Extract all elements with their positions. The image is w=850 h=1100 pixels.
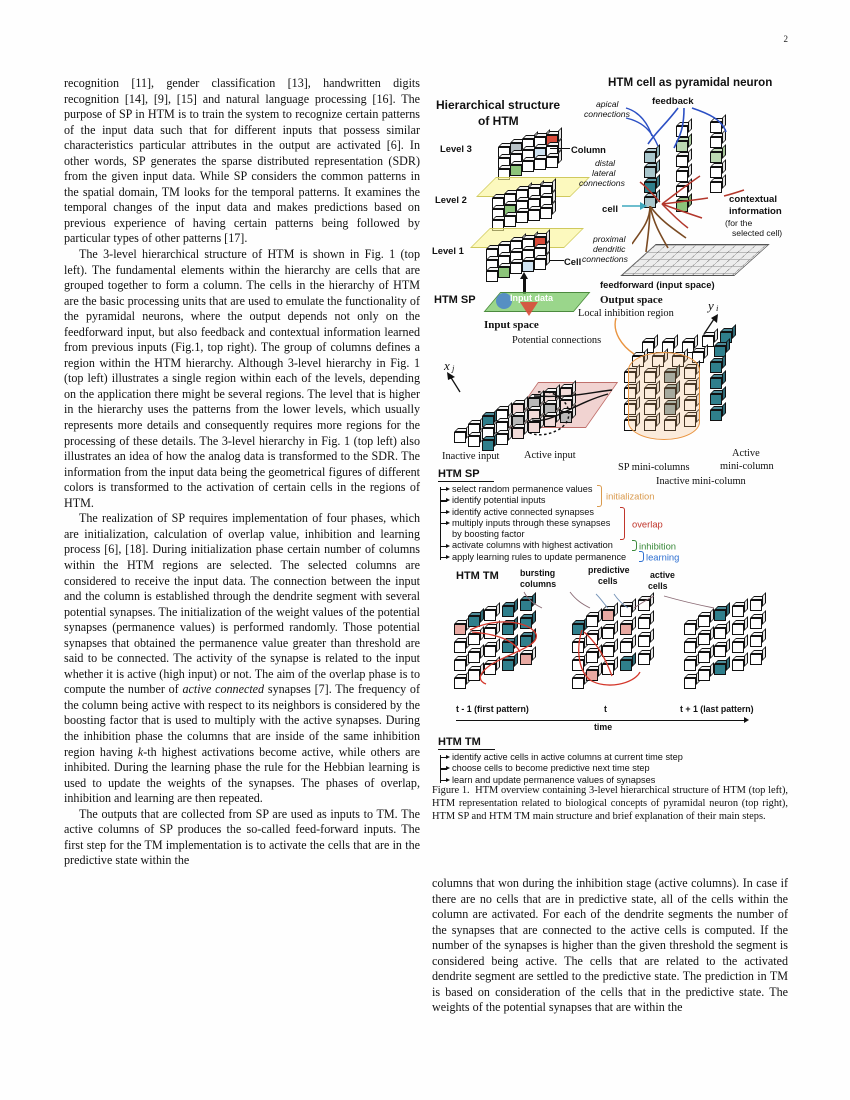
- bullet-arrow-icon: [441, 498, 450, 503]
- tm-predictive-label-l1: predictive: [588, 565, 630, 575]
- pyramidal-cell-label: cell: [602, 204, 619, 215]
- sp-local-inhibition-label: Local inhibition region: [578, 308, 674, 319]
- figure-1: [432, 76, 788, 785]
- tm-steps-list: [440, 752, 690, 786]
- bullet-arrow-icon: [441, 487, 450, 492]
- y-subscript: i: [716, 303, 719, 313]
- sp-step-4-cont-text: by boosting factor: [452, 529, 525, 540]
- right-text-column: [432, 876, 788, 1016]
- hierarchy-level1-block: [486, 237, 566, 275]
- tm-active-label-l1: active: [650, 570, 675, 580]
- local-inhibition-leader: [610, 318, 646, 360]
- bullet-arrow-icon: [441, 555, 450, 560]
- paragraph-4: The outputs that are collected from SP are used as inputs to TM. The active columns of SP produces the so-called feed-forward inputs. The first step for the TM implementation is to activate the cells that are in the predictive state within the: [64, 806, 420, 868]
- right-paragraph-1: columns that won during the inhibition stage (active columns). In case if there are no cells that are in predictive state, all of the cells within the column are activated. For each of the dendrite segments the number of the synapses that are connected to the active cells is computed. If the number of the synapses is higher than the given threshold the segment is considered being active. The cells that are related to the activated dendrite segment are settled to the predictive state. The prediction in TM is based on consideration of the cells that in the predictive state. The weights of the potential synapses that are within the: [432, 876, 788, 1015]
- tm-recurrent-arrows-t-minus-1: [462, 606, 552, 696]
- time-axis-line: [456, 720, 746, 721]
- tm-bursting-label-l1: bursting: [520, 568, 556, 578]
- sp-output-space-label: Output space: [600, 294, 663, 306]
- tm-t-minus-1-label: t - 1 (first pattern): [456, 704, 529, 714]
- tm-t-label: t: [604, 704, 607, 714]
- sp-diagram-title: HTM SP: [434, 294, 476, 306]
- left-text-column: [64, 76, 420, 869]
- paragraph-3-mid: synapses [7]. The frequency of the column being active with respect to its neighbors is considered by the boosting factor that is used to multiply with the active synapses. During the inhibition phase the columns that are inside of the same inhibition region having: [64, 682, 420, 759]
- sp-steps-title: HTM SP: [438, 468, 494, 482]
- sp-brace-learning-label: learning: [646, 551, 680, 562]
- sp-input-space-label: Input space: [484, 319, 539, 331]
- x-symbol: x: [444, 358, 450, 373]
- contextual-label-line2: information: [729, 206, 782, 217]
- sp-active-minicolumn-label-l2: mini-column: [720, 461, 774, 472]
- feedforward-label: feedforward (input space): [600, 279, 715, 290]
- distal-label-line1: distal: [595, 158, 616, 168]
- proximal-label-line1: proximal: [593, 234, 626, 244]
- input-data-label: Input data: [510, 293, 553, 303]
- tm-step-3-text: learn and update permanence values of synapses: [452, 774, 656, 785]
- sp-brace-overlap-label: overlap: [632, 518, 663, 529]
- hierarchy-level3-block: [498, 135, 578, 173]
- sp-potential-connections-label: Potential connections: [512, 335, 602, 346]
- distal-label-line3: connections: [579, 178, 625, 188]
- apical-label-line1: apical: [596, 99, 619, 109]
- pyramidal-title: HTM cell as pyramidal neuron: [608, 76, 773, 89]
- input-data-plane: [484, 288, 584, 314]
- paragraph-3: [64, 511, 420, 806]
- figure-caption-text: HTM overview containing 3-level hierarchical structure of HTM (top left), HTM representation related to biological concepts of pyramidal neuron (top right), HTM SP and HTM TM main structure and brief explanation of their main steps.: [432, 785, 789, 823]
- paragraph-3-emphasis: active connected: [182, 682, 265, 697]
- sp-brace-inhibition-label: inhibition: [639, 540, 677, 551]
- hierarchy-title-line1: Hierarchical structure: [436, 98, 561, 112]
- y-symbol: y: [708, 298, 714, 313]
- tm-t-plus-1-label: t + 1 (last pattern): [680, 704, 754, 714]
- tm-step-1: [440, 752, 690, 763]
- hierarchy-level3-label: Level 3: [440, 143, 472, 154]
- sp-step-4-text: multiply inputs through these synapses: [452, 517, 611, 528]
- bullet-arrow-icon: [441, 544, 450, 549]
- tm-predictive-label-l2: cells: [598, 576, 618, 586]
- sp-step-3: [440, 507, 670, 518]
- sp-step-2-text: identify potential inputs: [452, 495, 546, 506]
- page-number: 2: [783, 34, 788, 44]
- bullet-arrow-icon: [441, 766, 450, 771]
- tm-label-leaders: [518, 576, 748, 612]
- sp-active-minicolumn-label-l1: Active: [732, 448, 760, 459]
- figure-caption: [432, 784, 788, 824]
- hierarchy-title-line2: of HTM: [478, 114, 519, 128]
- sp-step-6: [440, 552, 670, 563]
- column-leader-line: [550, 148, 570, 149]
- hierarchy-cell-label: Cell: [564, 256, 582, 267]
- sp-step-4-cont: [440, 529, 670, 540]
- bullet-arrow-icon: [441, 778, 450, 783]
- time-axis-arrowhead: [744, 717, 749, 723]
- contextual-label-line4: selected cell): [732, 228, 783, 238]
- proximal-label-line3: connections: [582, 254, 628, 264]
- feedback-label: feedback: [652, 96, 694, 107]
- sp-minicolumns-label: SP mini-columns: [618, 462, 690, 473]
- paragraph-3-emphasis-k: k: [137, 744, 144, 759]
- cell-leader-line: [550, 260, 564, 261]
- sp-step-1-text: select random permanence values: [452, 484, 593, 494]
- apical-label-line2: connections: [584, 109, 630, 119]
- distal-label-line2: lateral: [592, 168, 616, 178]
- tm-step-1-text: identify active cells in active columns at current time step: [452, 752, 683, 762]
- sp-active-input-label: Active input: [524, 450, 576, 461]
- sp-inactive-input-label: Inactive input: [442, 451, 500, 462]
- bullet-arrow-icon: [441, 521, 450, 526]
- sp-step-5-text: activate columns with highest activation: [452, 540, 613, 551]
- x-subscript: j: [452, 363, 455, 373]
- paragraph-1: recognition [11], gender classification [13], handwritten digits recognition [14], [9], [15] and natural language processing [16]. The purpose of SP in HTM is to train the system to recognize certain patterns of the input data such that for different inputs that possess similar characteristics particular attributes in the output are activated [6]. In other words, SP generates the sparse distributed representation (SDR) from the given input data. While SP considers the common patterns in the spatial domain, TM looks for the temporal patterns. It examines the temporal changes of the input data and makes predictions based on previous experience of having certain patterns being followed by particular types of other patterns [17].: [64, 76, 420, 246]
- tm-bursting-label-l2: columns: [520, 579, 557, 589]
- tm-diagram-title: HTM TM: [456, 570, 499, 582]
- tm-recurrent-arrows-t: [576, 614, 666, 694]
- hierarchy-column-label: Column: [571, 144, 606, 155]
- tm-step-2-text: choose cells to become predictive next time step: [452, 763, 650, 774]
- bullet-arrow-icon: [441, 755, 450, 760]
- hierarchy-level2-block: [492, 186, 572, 224]
- sp-inactive-minicolumn-label: Inactive mini-column: [656, 476, 746, 487]
- bullet-arrow-icon: [441, 510, 450, 515]
- sp-brace-initialization-label: initialization: [606, 490, 655, 502]
- figure-caption-label: Figure 1.: [432, 785, 470, 796]
- paragraph-2: The 3-level hierarchical structure of HTM is shown in Fig. 1 (top left). The fundamental elements within the hierarchy are cells that are grouped together to form a column. The cells in the hierarchy of HTM are the basic processing units that are used to emulate the functionality of the pyramidal neurons, where the output depends not only on the feedforward input, but also feedback and contextual information learned from previous inputs (Fig.1, top right). The group of columns defines a region within the HTM hierarchy. Although 3-level hierarchy in Fig. 1 (top left) illustrates a single region within each of the levels, depending on the application there might be several regions. The level that is higher in the hierarchy uses the patterns from the lower levels, which usually represents more details and consequently requires more regions for the processing of these details. The 3-level hierarchy in Fig. 1 (top left) also illustrates an idea of how the analog data is transformed to the SDR. The information from the input data being the geometrical figures of different colors is transformed to the activation of certain cells in the regions of HTM.: [64, 247, 420, 510]
- sp-step-3-text: identify active connected synapses: [452, 506, 594, 517]
- tm-time-label: time: [594, 722, 613, 732]
- local-inhibition-region-cylinder: [628, 352, 700, 440]
- hierarchy-level1-label: Level 1: [432, 245, 464, 256]
- hierarchy-level2-label: Level 2: [435, 194, 467, 205]
- proximal-label-line2: dendritic: [593, 244, 626, 254]
- proximal-dendrite-svg: [632, 206, 712, 256]
- tm-steps-title: HTM TM: [438, 736, 495, 750]
- contextual-label-line3: (for the: [725, 218, 753, 228]
- tm-active-label-l2: cells: [648, 581, 668, 591]
- contextual-label-line1: contextual: [729, 194, 777, 205]
- sp-step-6-text: apply learning rules to update permanence: [452, 551, 627, 562]
- tm-step-2: [440, 763, 690, 774]
- paragraph-3-post: -th highest activations become active, while others are inhibited. During the learning phase the rule for the Hebbian learning is used to update the weights of the synapses. The phases of overlap, inhibition and learning are then repeated.: [64, 744, 421, 806]
- paragraph-3-pre: The realization of SP requires implementation of four phases, which are initialization, calculation of overlap value, inhibition and learning process [6], [18]. During initialization phase certain number of columns within the HTM regions are selected. The selected columns are considered to receive the input data. The connection between the input and the column is established through the dendrite segment with several potential synapses. The initialization of the weight values of the potential synapses (permanence values) is performed randomly. Those potential synapses that obtained the permanence value greater than threshold are said to be connected. The activity of the synapse is related to the input whether it is active (high input) or not. The aim of the overlap phase is to compute the number of: [64, 511, 420, 697]
